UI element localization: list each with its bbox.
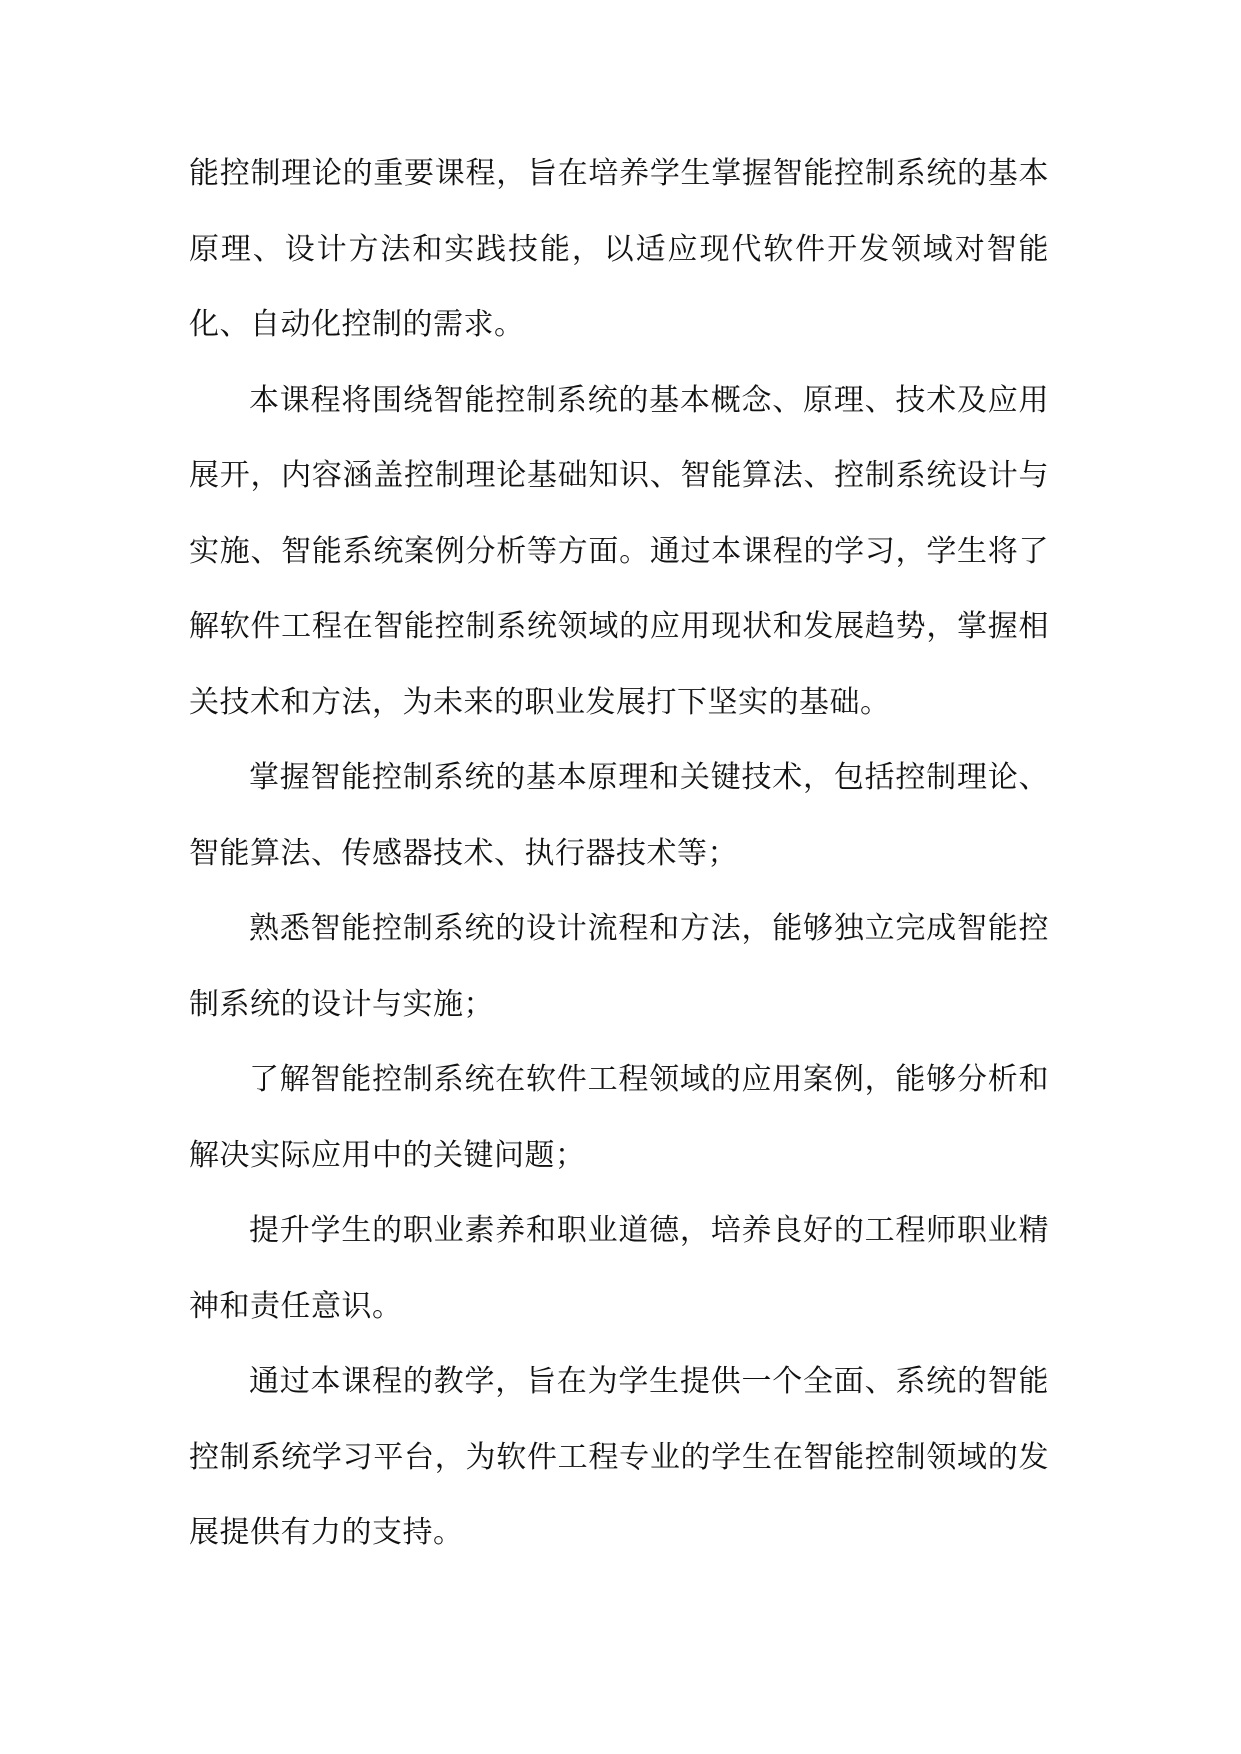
paragraph-course-summary: 通过本课程的教学，旨在为学生提供一个全面、系统的智能控制系统学习平台，为软件工程专业的学生在智能控制领域的发展提供有力的支持。 [189, 1364, 1049, 1550]
paragraph-objective-professionalism: 提升学生的职业素养和职业道德，培养良好的工程师职业精神和责任意识。 [189, 1213, 1049, 1324]
paragraph-course-content: 本课程将围绕智能控制系统的基本概念、原理、技术及应用展开，内容涵盖控制理论基础知识、智能算法、控制系统设计与实施、智能系统案例分析等方面。通过本课程的学习，学生将了解软件工程在智能控制系统领域的应用现状和发展趋势，掌握相关技术和方法，为未来的职业发展打下坚实的基础。 [189, 382, 1049, 720]
paragraph-objective-principles: 掌握智能控制系统的基本原理和关键技术，包括控制理论、智能算法、传感器技术、执行器技术等； [189, 760, 1049, 871]
paragraph-objective-applications: 了解智能控制系统在软件工程领域的应用案例，能够分析和解决实际应用中的关键问题； [189, 1062, 1049, 1173]
paragraph-objective-design: 熟悉智能控制系统的设计流程和方法，能够独立完成智能控制系统的设计与实施； [189, 911, 1049, 1022]
paragraph-course-intro-continued: 能控制理论的重要课程，旨在培养学生掌握智能控制系统的基本原理、设计方法和实践技能，以适应现代软件开发领域对智能化、自动化控制的需求。 [189, 156, 1049, 342]
document-body [189, 136, 1049, 1571]
